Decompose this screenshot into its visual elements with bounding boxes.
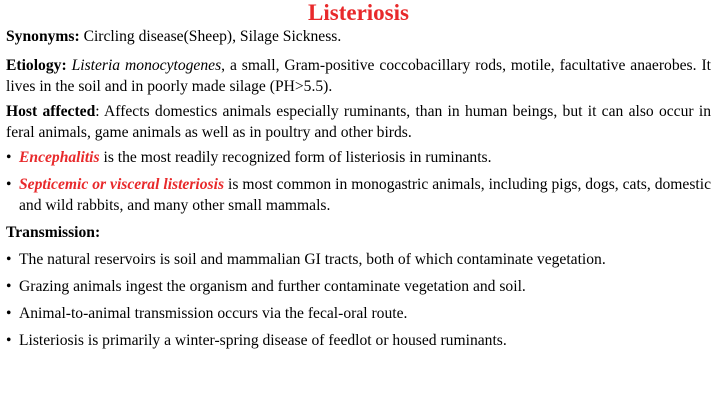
etiology-label: Etiology:: [6, 57, 67, 74]
transmission-item-text: Listeriosis is primarily a winter-spring disease of feedlot or housed ruminants.: [19, 332, 507, 349]
etiology-paragraph: [6, 55, 711, 97]
transmission-item-text: Grazing animals ingest the organism and further contaminate vegetation and soil.: [19, 278, 526, 295]
bullet-marker: •: [6, 278, 12, 295]
bullet-marker: •: [6, 149, 12, 166]
form-item-encephalitis: [6, 147, 711, 168]
transmission-item: [6, 249, 711, 270]
transmission-item: [6, 330, 711, 351]
etiology-organism: Listeria monocytogenes: [71, 57, 222, 74]
form-highlight: Encephalitis: [19, 149, 100, 166]
transmission-item-text: The natural reservoirs is soil and mammalian GI tracts, both of which contaminate vegetation.: [19, 251, 606, 268]
synonyms-text: Circling disease(Sheep), Silage Sickness.: [79, 28, 342, 45]
host-label: Host affected: [6, 103, 96, 120]
synonyms-paragraph: [6, 26, 711, 47]
form-text: is most common in monogastric animals, including pigs, dogs, cats, domestic and wild rabbits, and many other small mammals.: [19, 176, 711, 214]
form-highlight: Septicemic or visceral listeriosis: [19, 176, 225, 193]
form-item-septicemic: [6, 174, 711, 216]
bullet-marker: •: [6, 176, 12, 193]
bullet-marker: •: [6, 332, 12, 349]
synonyms-label: Synonyms:: [6, 28, 80, 45]
bullet-marker: •: [6, 251, 12, 268]
bullet-marker: •: [6, 305, 12, 322]
transmission-heading: Transmission:: [6, 224, 101, 241]
etiology-text: , a small, Gram-positive coccobacillary rods, motile, facultative anaerobes. It lives in the soil and in poorly made silage (PH>5.5).: [6, 57, 711, 95]
form-text: is the most readily recognized form of listeriosis in ruminants.: [99, 149, 492, 166]
transmission-item: [6, 303, 711, 324]
slide-title: Listeriosis: [308, 0, 409, 25]
host-paragraph: [6, 101, 711, 143]
transmission-item-text: Animal-to-animal transmission occurs via the fecal-oral route.: [19, 305, 408, 322]
transmission-item: [6, 276, 711, 297]
host-text: : Affects domestics animals especially ruminants, than in human beings, but it can also occur in feral animals, game animals as well as in poultry and other birds.: [6, 103, 711, 141]
